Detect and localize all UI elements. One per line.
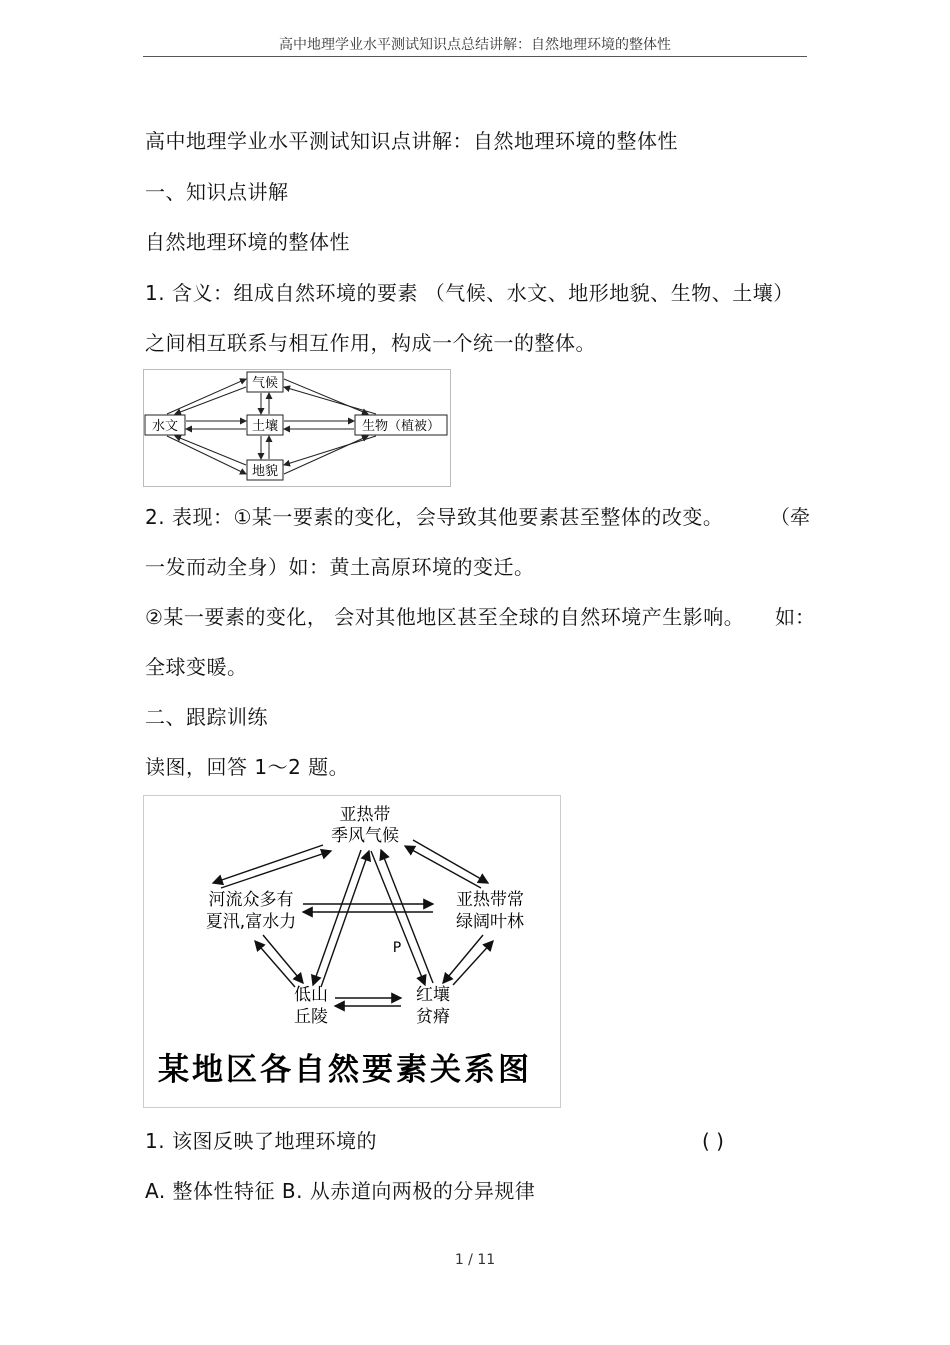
manifestation-line-2: 一发而动全身）如：黄土高原环境的变迁。 [145,555,535,579]
node-hills-line2: 丘陵 [294,1007,328,1027]
document-title: 高中地理学业水平测试知识点讲解：自然地理环境的整体性 [145,129,678,153]
node-hydrology: 水文 [151,419,179,434]
manifestation-line-3-tail: 如： [775,605,815,629]
exercise-instruction: 读图，回答 1～2 题。 [145,755,350,779]
answer-blank: ( ) [702,1129,724,1153]
page-number: 1 / 11 [454,1252,496,1268]
running-header: 高中地理学业水平测试知识点总结讲解：自然地理环境的整体性 [143,34,807,57]
node-hills-line1: 低山 [294,985,328,1005]
question-1-options: A. 整体性特征 B. 从赤道向两极的分异规律 [145,1179,536,1203]
section-heading-1: 一、知识点讲解 [145,180,289,204]
section-heading-2: 二、跟踪训练 [145,705,268,729]
node-forest-line1: 亚热带常 [456,890,524,910]
node-forest-line2: 绿阔叶林 [456,912,524,932]
definition-line-2: 之间相互联系与相互作用，构成一个统一的整体。 [145,331,596,355]
node-soil-line1: 红壤 [416,985,450,1005]
question-1: 1. 该图反映了地理环境的 [145,1129,377,1153]
node-rivers-line2: 夏汛,富水力 [205,912,297,932]
label-p: P [392,940,402,956]
node-soil-line2: 贫瘠 [416,1007,450,1027]
node-climate-line1: 亚热带 [339,805,391,825]
node-climate-line2: 季风气候 [331,826,399,846]
elements-relation-diagram [143,369,451,487]
regional-elements-diagram [143,795,561,1108]
node-climate: 气候 [251,376,279,391]
node-rivers-line1: 河流众多有 [208,890,294,910]
node-biology: 生物（植被） [361,419,441,434]
topic-heading: 自然地理环境的整体性 [145,230,350,254]
definition-line-1: 1. 含义：组成自然环境的要素 （气候、水文、地形地貌、生物、土壤） [145,281,794,305]
manifestation-line-1: 2. 表现：①某一要素的变化，会导致其他要素甚至整体的改变。 [145,505,724,529]
node-soil: 土壤 [251,419,279,434]
manifestation-line-1-tail: （牵 [770,505,810,529]
node-landform: 地貌 [251,464,279,479]
manifestation-line-3: ②某一要素的变化， 会对其他地区甚至全球的自然环境产生影响。 [145,605,745,629]
manifestation-line-4: 全球变暖。 [145,655,248,679]
figure-caption: 某地区各自然要素关系图 [158,1052,532,1088]
